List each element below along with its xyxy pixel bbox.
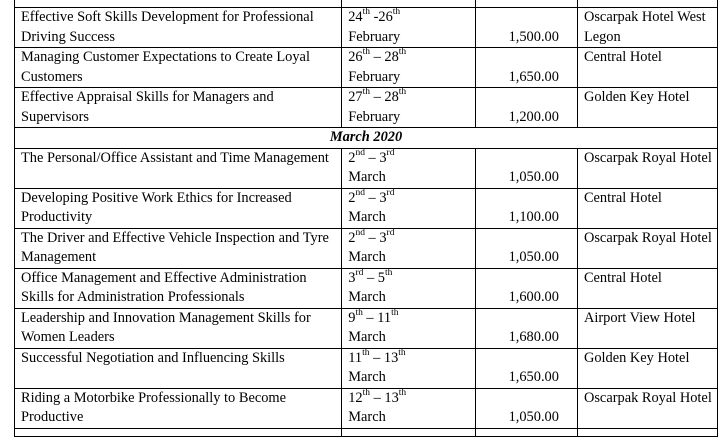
course-title: Riding a Motorbike Professionally to Become Productive bbox=[15, 388, 342, 428]
date-separator: – bbox=[363, 269, 378, 286]
course-row bbox=[15, 228, 718, 268]
date-month: March bbox=[348, 329, 386, 345]
date-month: March bbox=[348, 249, 386, 265]
course-title: Effective Appraisal Skills for Managers and Supervisors bbox=[15, 88, 342, 128]
course-title: Leadership and Innovation Management Skills for Women Leaders bbox=[15, 308, 342, 348]
date-month: February bbox=[348, 68, 401, 85]
date-month: February bbox=[348, 28, 401, 45]
start-suffix: rd bbox=[355, 267, 364, 278]
end-day: 13 bbox=[384, 389, 399, 406]
course-row bbox=[15, 8, 718, 48]
course-row bbox=[15, 88, 718, 128]
course-row bbox=[15, 48, 718, 88]
schedule-body bbox=[15, 0, 718, 436]
date-separator: – bbox=[364, 149, 380, 166]
start-day: 9 bbox=[348, 309, 356, 326]
course-row bbox=[15, 188, 718, 228]
course-venue: Golden Key Hotel bbox=[577, 88, 717, 128]
start-suffix: th bbox=[362, 347, 370, 358]
date-month: March bbox=[348, 209, 386, 225]
end-day: 3 bbox=[379, 189, 387, 206]
start-suffix: nd bbox=[355, 227, 365, 238]
course-dates bbox=[342, 188, 476, 228]
course-dates bbox=[342, 388, 476, 428]
end-day: 26 bbox=[378, 9, 393, 25]
start-day: 11 bbox=[348, 349, 363, 366]
date-separator: – bbox=[364, 189, 380, 206]
course-venue: Oscarpak Royal Hotel bbox=[577, 228, 717, 268]
course-venue: Airport View Hotel bbox=[577, 308, 717, 348]
start-day: 24 bbox=[348, 9, 363, 25]
date-separator: – bbox=[364, 229, 380, 246]
start-day: 2 bbox=[348, 189, 356, 206]
end-suffix: rd bbox=[386, 147, 395, 158]
course-fee: 1,500.00 bbox=[476, 8, 578, 48]
date-separator: – bbox=[362, 309, 378, 326]
date-month: March bbox=[348, 169, 386, 185]
end-day: 5 bbox=[377, 269, 385, 286]
course-dates bbox=[342, 348, 476, 388]
end-suffix: th bbox=[391, 307, 399, 318]
date-month: March bbox=[348, 289, 386, 305]
course-venue: Central Hotel bbox=[577, 268, 717, 308]
start-day: 27 bbox=[348, 89, 363, 105]
course-venue: Oscarpak Hotel West Legon bbox=[577, 8, 717, 48]
end-suffix: rd bbox=[386, 227, 395, 238]
start-suffix: th bbox=[362, 87, 371, 98]
course-row bbox=[15, 308, 718, 348]
start-day: 12 bbox=[348, 389, 363, 406]
course-fee: 1,200.00 bbox=[476, 88, 578, 128]
course-dates bbox=[342, 88, 476, 128]
course-title: Successful Negotiation and Influencing Skills bbox=[15, 348, 342, 388]
date-separator: – bbox=[370, 389, 385, 406]
course-fee: 1,050.00 bbox=[476, 148, 578, 188]
course-title: Developing Positive Work Ethics for Increased Productivity bbox=[15, 188, 342, 228]
course-venue: Central Hotel bbox=[577, 48, 717, 88]
end-suffix: th bbox=[384, 267, 393, 278]
course-venue: Central Hotel bbox=[577, 188, 717, 228]
month-header-row bbox=[15, 128, 718, 149]
end-suffix: rd bbox=[386, 187, 395, 198]
end-day: 13 bbox=[383, 349, 399, 366]
course-dates bbox=[342, 8, 476, 48]
date-separator: - bbox=[370, 9, 379, 25]
course-title: Office Management and Effective Administration Skills for Administration Professionals bbox=[15, 268, 342, 308]
course-title: The Personal/Office Assistant and Time Management bbox=[15, 148, 342, 188]
course-venue: Golden Key Hotel bbox=[577, 348, 717, 388]
course-fee: 1,650.00 bbox=[476, 348, 578, 388]
start-suffix: nd bbox=[355, 147, 365, 158]
end-suffix: th bbox=[398, 87, 407, 98]
start-suffix: th bbox=[362, 7, 371, 18]
end-suffix: th bbox=[398, 387, 407, 398]
course-row bbox=[15, 268, 718, 308]
start-suffix: th bbox=[362, 47, 371, 58]
course-venue: Oscarpak Royal Hotel bbox=[577, 148, 717, 188]
training-schedule-table bbox=[14, 0, 718, 437]
start-day: 2 bbox=[348, 149, 356, 166]
course-row bbox=[15, 348, 718, 388]
course-dates bbox=[342, 48, 476, 88]
date-separator: – bbox=[370, 49, 385, 65]
course-dates bbox=[342, 268, 476, 308]
course-dates bbox=[342, 308, 476, 348]
course-title: Managing Customer Expectations to Create Loyal Customers bbox=[15, 48, 342, 88]
end-suffix: th bbox=[398, 347, 406, 358]
end-day: 11 bbox=[377, 309, 392, 326]
date-month: February bbox=[348, 108, 401, 125]
course-fee: 1,600.00 bbox=[476, 268, 578, 308]
course-dates bbox=[342, 228, 476, 268]
course-row bbox=[15, 388, 718, 428]
course-title: The Driver and Effective Vehicle Inspection and Tyre Management bbox=[15, 228, 342, 268]
start-suffix: th bbox=[355, 307, 363, 318]
start-suffix: nd bbox=[355, 187, 365, 198]
start-suffix: th bbox=[362, 387, 371, 398]
end-suffix: th bbox=[392, 7, 401, 18]
end-day: 28 bbox=[384, 49, 399, 65]
course-venue: Oscarpak Royal Hotel bbox=[577, 388, 717, 428]
date-separator: – bbox=[369, 349, 384, 366]
cut-off-bottom-row bbox=[15, 428, 718, 436]
date-month: March bbox=[348, 409, 386, 425]
course-fee: 1,050.00 bbox=[476, 388, 578, 428]
end-day: 3 bbox=[379, 229, 387, 246]
month-header: March 2020 bbox=[15, 128, 718, 149]
end-suffix: th bbox=[398, 47, 407, 58]
course-row bbox=[15, 148, 718, 188]
start-day: 2 bbox=[348, 229, 356, 246]
course-fee: 1,650.00 bbox=[476, 48, 578, 88]
date-separator: – bbox=[370, 89, 385, 105]
end-day: 28 bbox=[384, 89, 399, 105]
start-day: 3 bbox=[348, 269, 356, 286]
end-day: 3 bbox=[379, 149, 387, 166]
start-day: 26 bbox=[348, 49, 363, 65]
course-fee: 1,680.00 bbox=[476, 308, 578, 348]
course-title: Effective Soft Skills Development for Professional Driving Success bbox=[15, 8, 342, 48]
course-dates bbox=[342, 148, 476, 188]
course-fee: 1,050.00 bbox=[476, 228, 578, 268]
course-fee: 1,100.00 bbox=[476, 188, 578, 228]
date-month: March bbox=[348, 369, 386, 385]
